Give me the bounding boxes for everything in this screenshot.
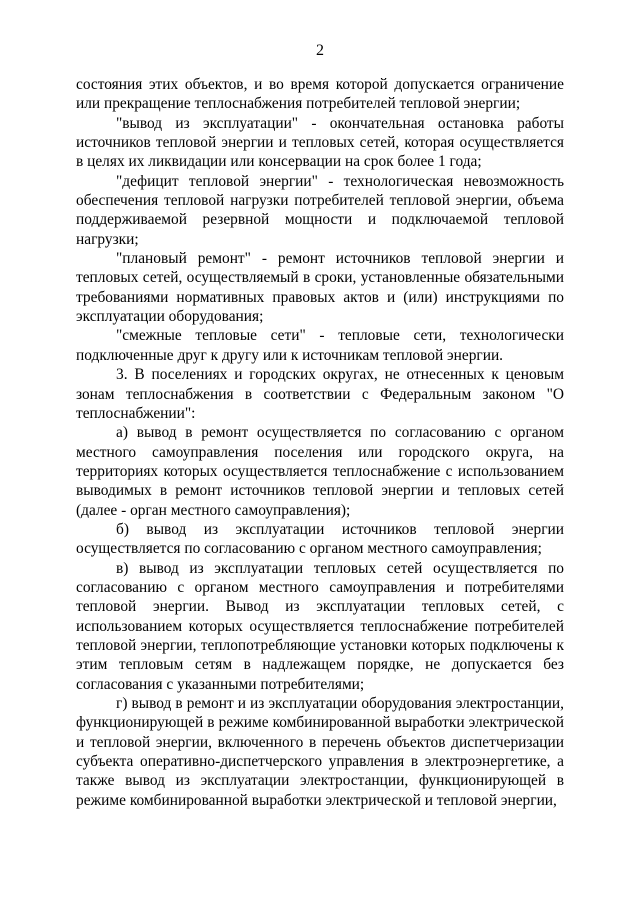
paragraph-clause-3: 3. В поселениях и городских округах, не отнесенных к ценовым зонам теплоснабжения в соответствии с Федеральным законом "О теплоснабжении":: [76, 366, 564, 422]
paragraph-clause-3v: в) вывод из эксплуатации тепловых сетей осуществляется по согласованию с органом местного самоуправления и потребителями тепловой энергии. Вывод из эксплуатации тепловых сетей, с использованием которых осуществляется теплоснабжение потребителей тепловой энергии, теплопотребляющие установки которых подключены к этим тепловым сетям в надлежащем порядке, не допускается без согласования с указанными потребителями;: [76, 559, 564, 693]
paragraph-continuation: состояния этих объектов, и во время которой допускается ограничение или прекращение теплоснабжения потребителей тепловой энергии;: [76, 76, 564, 113]
paragraph-definition-heat-deficit: "дефицит тепловой энергии" - технологическая невозможность обеспечения тепловой нагрузки потребителей тепловой энергии, объема поддерживаемой резервной мощности и подключаемой тепловой нагрузки;: [76, 172, 564, 248]
paragraph-clause-3b: б) вывод из эксплуатации источников тепловой энергии осуществляется по согласованию с органом местного самоуправления;: [76, 520, 564, 558]
page-number: 2: [316, 42, 324, 59]
paragraph-clause-3g: г) вывод в ремонт и из эксплуатации оборудования электростанции, функционирующей в режиме комбинированной выработки электрической и тепловой энергии, включенного в перечень объектов диспетчеризации субъекта оперативно-диспетчерского управления в электроэнергетике, а также вывод из эксплуатации электростанции, функционирующей в режиме комбинированной выработки электрической и тепловой энергии,: [76, 695, 564, 809]
paragraph-definition-planned-repair: "плановый ремонт" - ремонт источников тепловой энергии и тепловых сетей, осуществляемый в сроки, установленные обязательными требованиями нормативных правовых актов и (или) инструкциями по эксплуатации оборудования;: [76, 250, 564, 326]
paragraph-definition-decommission: "вывод из эксплуатации" - окончательная остановка работы источников тепловой энергии и тепловых сетей, которая осуществляется в целях их ликвидации или консервации на срок более 1 года;: [76, 114, 564, 171]
paragraph-clause-3a: а) вывод в ремонт осуществляется по согласованию с органом местного самоуправления поселения или городского округа, на территориях которых осуществляется теплоснабжение с использованием выводимых в ремонт источников тепловой энергии и тепловых сетей (далее - орган местного самоуправления);: [76, 424, 564, 519]
document-body: [76, 75, 564, 810]
paragraph-definition-adjacent-networks: "смежные тепловые сети" - тепловые сети, технологически подключенные друг к другу или к источникам тепловой энергии.: [76, 327, 564, 364]
